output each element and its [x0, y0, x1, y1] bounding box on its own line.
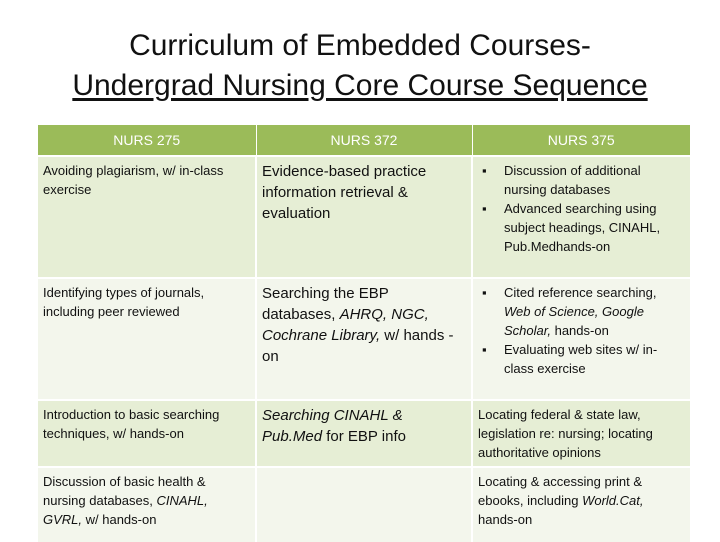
title-line-2: Undergrad Nursing Core Course Sequence — [72, 69, 648, 102]
database-names: Searching CINAHL & Pub.Med — [262, 407, 403, 445]
bullet-item: ▪ Advanced searching using subject headings, CINAHL, Pub.Medhands-on — [504, 199, 685, 256]
table-row — [38, 156, 690, 278]
cell-275-health-databases — [38, 467, 256, 542]
cell-372-empty — [256, 467, 472, 542]
cell-text: for EBP info — [322, 428, 406, 445]
catalog-name: World.Cat, — [582, 493, 644, 508]
table-row — [38, 400, 690, 467]
cell-text: w/ hands -on — [262, 327, 454, 365]
cell-275-basic-searching: Introduction to basic searching techniques, w/ hands-on — [38, 400, 256, 467]
cell-372-ebp-retrieval: Evidence-based practice information retrieval & evaluation — [256, 156, 472, 278]
bullet-item: ▪ Evaluating web sites w/ in-class exercise — [504, 340, 685, 378]
header-nurs-275: NURS 275 — [38, 125, 256, 156]
cell-text: Discussion of basic health & nursing databases, — [43, 474, 206, 508]
cell-375-databases — [472, 156, 690, 278]
cell-375-law: Locating federal & state law, legislation re: nursing; locating authoritative opinions — [472, 400, 690, 467]
bullet-item: ▪ Discussion of additional nursing databases — [504, 161, 685, 199]
table-row — [38, 467, 690, 542]
cell-375-ebooks — [472, 467, 690, 542]
bullet-item — [504, 283, 685, 340]
cell-275-plagiarism: Avoiding plagiarism, w/ in-class exercise — [38, 156, 256, 278]
cell-372-ebp-databases — [256, 278, 472, 400]
header-nurs-375: NURS 375 — [472, 125, 690, 156]
cell-text: hands-on — [478, 512, 533, 527]
cell-text: Locating & accessing print & ebooks, including — [478, 474, 643, 508]
cell-372-cinahl-pubmed — [256, 400, 472, 467]
cell-275-journal-types: Identifying types of journals, including peer reviewed — [38, 278, 256, 400]
curriculum-table — [38, 125, 690, 542]
database-names: AHRQ, NGC, Cochrane Library, — [262, 306, 429, 344]
bullet-list — [478, 283, 685, 378]
title-line-1: Curriculum of Embedded Courses- — [129, 29, 591, 62]
database-names: Web of Science, Google Scholar, — [504, 304, 644, 338]
bullet-text: Cited reference searching, — [504, 285, 657, 300]
cell-text: Searching the EBP databases, — [262, 285, 389, 323]
cell-375-cited-reference — [472, 278, 690, 400]
database-names: CINAHL, GVRL, — [43, 493, 208, 527]
header-nurs-372: NURS 372 — [256, 125, 472, 156]
bullet-text: hands-on — [550, 323, 609, 338]
table-header-row — [38, 125, 690, 156]
table-row — [38, 278, 690, 400]
cell-text: w/ hands-on — [82, 512, 157, 527]
bullet-list — [478, 161, 685, 256]
slide-title — [0, 26, 720, 106]
